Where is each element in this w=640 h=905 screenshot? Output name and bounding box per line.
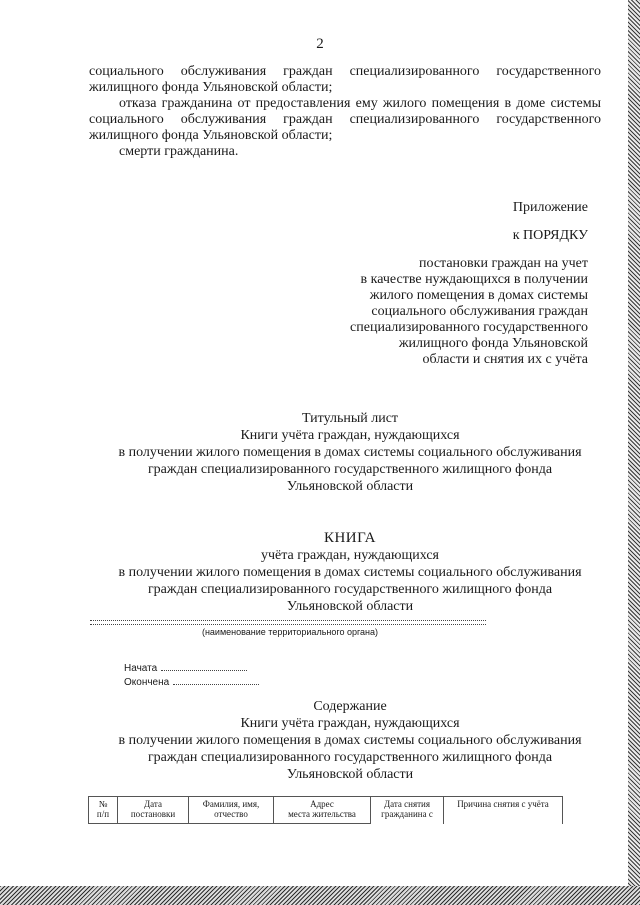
- continuation-line: социального обслуживания граждан специализированного государственного жилищного фонда Ульяновской области;: [89, 64, 601, 95]
- table-header-row: [89, 797, 563, 824]
- scan-edge-bottom: [0, 886, 640, 905]
- finished-field: [124, 676, 259, 688]
- contents-line: граждан специализированного государственного жилищного фонда: [147, 750, 553, 765]
- table-header-cell: Причина снятия с учёта: [444, 797, 563, 824]
- page-number: 2: [316, 36, 324, 52]
- territorial-body-line: [90, 624, 486, 625]
- appendix-description-line: социального обслуживания граждан: [371, 304, 588, 319]
- contents-line: Содержание: [313, 699, 387, 714]
- title-sheet-line: граждан специализированного государственного жилищного фонда: [147, 462, 553, 477]
- book-title: КНИГА: [323, 530, 377, 546]
- table-header-cell: Дата постановки: [118, 797, 189, 824]
- scan-edge-right: [628, 0, 640, 905]
- appendix-description: [350, 256, 588, 368]
- contents-line: Ульяновской области: [286, 767, 414, 782]
- appendix-description-line: области и снятия их с учёта: [422, 352, 588, 367]
- title-sheet-line: Книги учёта граждан, нуждающихся: [240, 428, 460, 443]
- book-heading: [60, 530, 628, 615]
- finished-blank: [173, 676, 259, 685]
- appendix-description-line: жилищного фонда Ульяновской: [398, 336, 588, 351]
- table-header-cell: Адрес места жительства: [274, 797, 371, 824]
- appendix-label: Приложение: [512, 200, 588, 215]
- title-sheet-line: Ульяновской области: [286, 479, 414, 494]
- appendix-block: [350, 200, 588, 368]
- started-label: Начата: [124, 663, 158, 674]
- list-item-death: смерти гражданина.: [119, 144, 239, 159]
- contents-heading: [60, 698, 628, 783]
- table-header-cell: № п/п: [89, 797, 118, 824]
- table-header-cell: Дата снятия гражданина с: [371, 797, 444, 824]
- list-item-refusal: отказа гражданина от предоставления ему жилого помещения в доме системы социального обслуживания граждан специализированного государственного жилищного фонда Ульяновской области;: [89, 96, 601, 143]
- territorial-body-line: [90, 620, 486, 621]
- book-line: граждан специализированного государственного жилищного фонда: [147, 582, 553, 597]
- contents-line: Книги учёта граждан, нуждающихся: [240, 716, 460, 731]
- title-sheet-line: Титульный лист: [301, 411, 399, 426]
- territorial-body-caption: (наименование территориального органа): [201, 627, 379, 637]
- started-field: [124, 662, 247, 674]
- book-line: Ульяновской области: [286, 599, 414, 614]
- contents-table: [88, 796, 563, 824]
- appendix-description-line: постановки граждан на учет: [419, 256, 588, 271]
- contents-line: в получении жилого помещения в домах системы социального обслуживания: [118, 733, 582, 748]
- appendix-to: к ПОРЯДКУ: [512, 228, 588, 243]
- book-line: учёта граждан, нуждающихся: [260, 548, 439, 563]
- finished-label: Окончена: [124, 677, 170, 688]
- appendix-description-line: в качестве нуждающихся в получении: [360, 272, 588, 287]
- title-sheet-heading: [60, 410, 628, 495]
- continuation-text: [89, 64, 601, 160]
- table-header-cell: Фамилия, имя, отчество: [189, 797, 274, 824]
- appendix-description-line: специализированного государственного: [350, 320, 588, 335]
- book-line: в получении жилого помещения в домах системы социального обслуживания: [118, 565, 582, 580]
- started-blank: [161, 662, 247, 671]
- appendix-description-line: жилого помещения в домах системы: [369, 288, 588, 303]
- title-sheet-line: в получении жилого помещения в домах системы социального обслуживания: [118, 445, 582, 460]
